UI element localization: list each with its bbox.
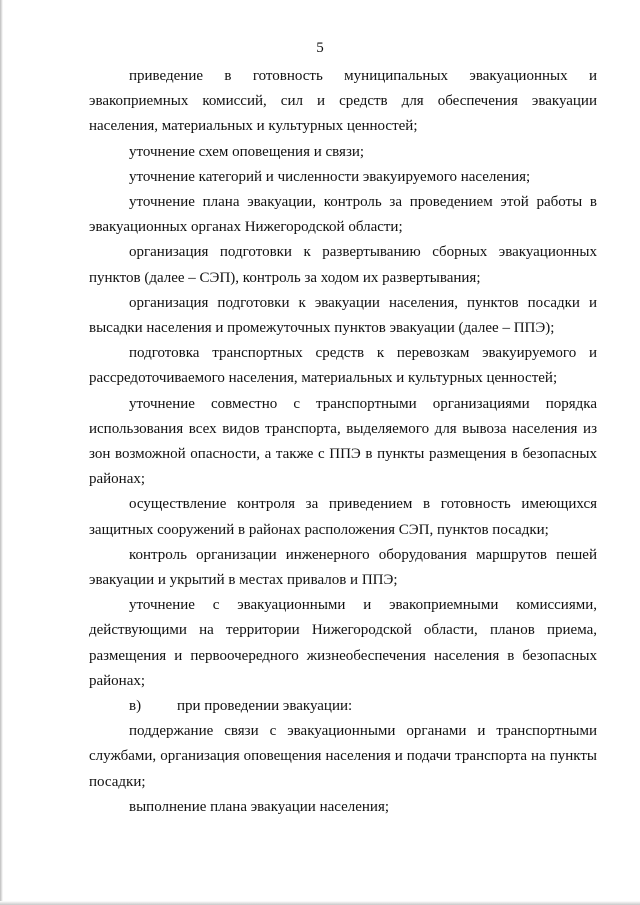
section-c-marker: в) xyxy=(129,698,142,715)
paragraph: уточнение с эвакуационными и эвакоприемными комиссиями, действующими на территории Нижегородской области, планов приема, размещения и первоочередного жизнеобеспечения населения в безопасных районах; xyxy=(89,597,597,689)
paragraph: приведение в готовность муниципальных эвакуационных и эвакоприемных комиссий, сил и средств для обеспечения эвакуации населения, материальных и культурных ценностей; xyxy=(89,68,597,135)
scan-edge-bottom xyxy=(0,901,640,905)
page-number: 5 xyxy=(316,40,324,56)
scan-edge-left xyxy=(0,0,3,905)
paragraph: организация подготовки к эвакуации населения, пунктов посадки и высадки населения и промежуточных пунктов эвакуации (далее – ППЭ); xyxy=(89,294,597,337)
paragraph: уточнение схем оповещения и связи; xyxy=(129,143,365,160)
paragraph: контроль организации инженерного оборудования маршрутов пешей эвакуации и укрытий в местах привалов и ППЭ; xyxy=(89,546,597,589)
paragraph: уточнение совместно с транспортными организациями порядка использования всех видов транспорта, выделяемого для вывоза населения из зон возможной опасности, а также с ППЭ в пункты размещения в безопасных районах; xyxy=(89,395,597,488)
paragraph: осуществление контроля за приведением в готовность имеющихся защитных сооружений в районах расположения СЭП, пунктов посадки; xyxy=(89,496,597,538)
paragraph: выполнение плана эвакуации населения; xyxy=(129,798,390,815)
paragraph: подготовка транспортных средств к перевозкам эвакуируемого и рассредоточиваемого населения, материальных и культурных ценностей; xyxy=(89,345,597,387)
paragraph: уточнение категорий и численности эвакуируемого населения; xyxy=(129,168,531,185)
section-c-heading xyxy=(89,694,597,719)
paragraph: организация подготовки к развертыванию сборных эвакуационных пунктов (далее – СЭП), контроль за ходом их развертывания; xyxy=(89,244,597,286)
paragraph: уточнение плана эвакуации, контроль за проведением этой работы в эвакуационных органах Нижегородской области; xyxy=(89,194,597,236)
paragraph: поддержание связи с эвакуационными органами и транспортными службами, организация оповещения населения и подачи транспорта на пункты посадки; xyxy=(89,723,597,790)
document-body xyxy=(89,64,597,820)
section-c-heading-text: при проведении эвакуации: xyxy=(177,698,353,715)
